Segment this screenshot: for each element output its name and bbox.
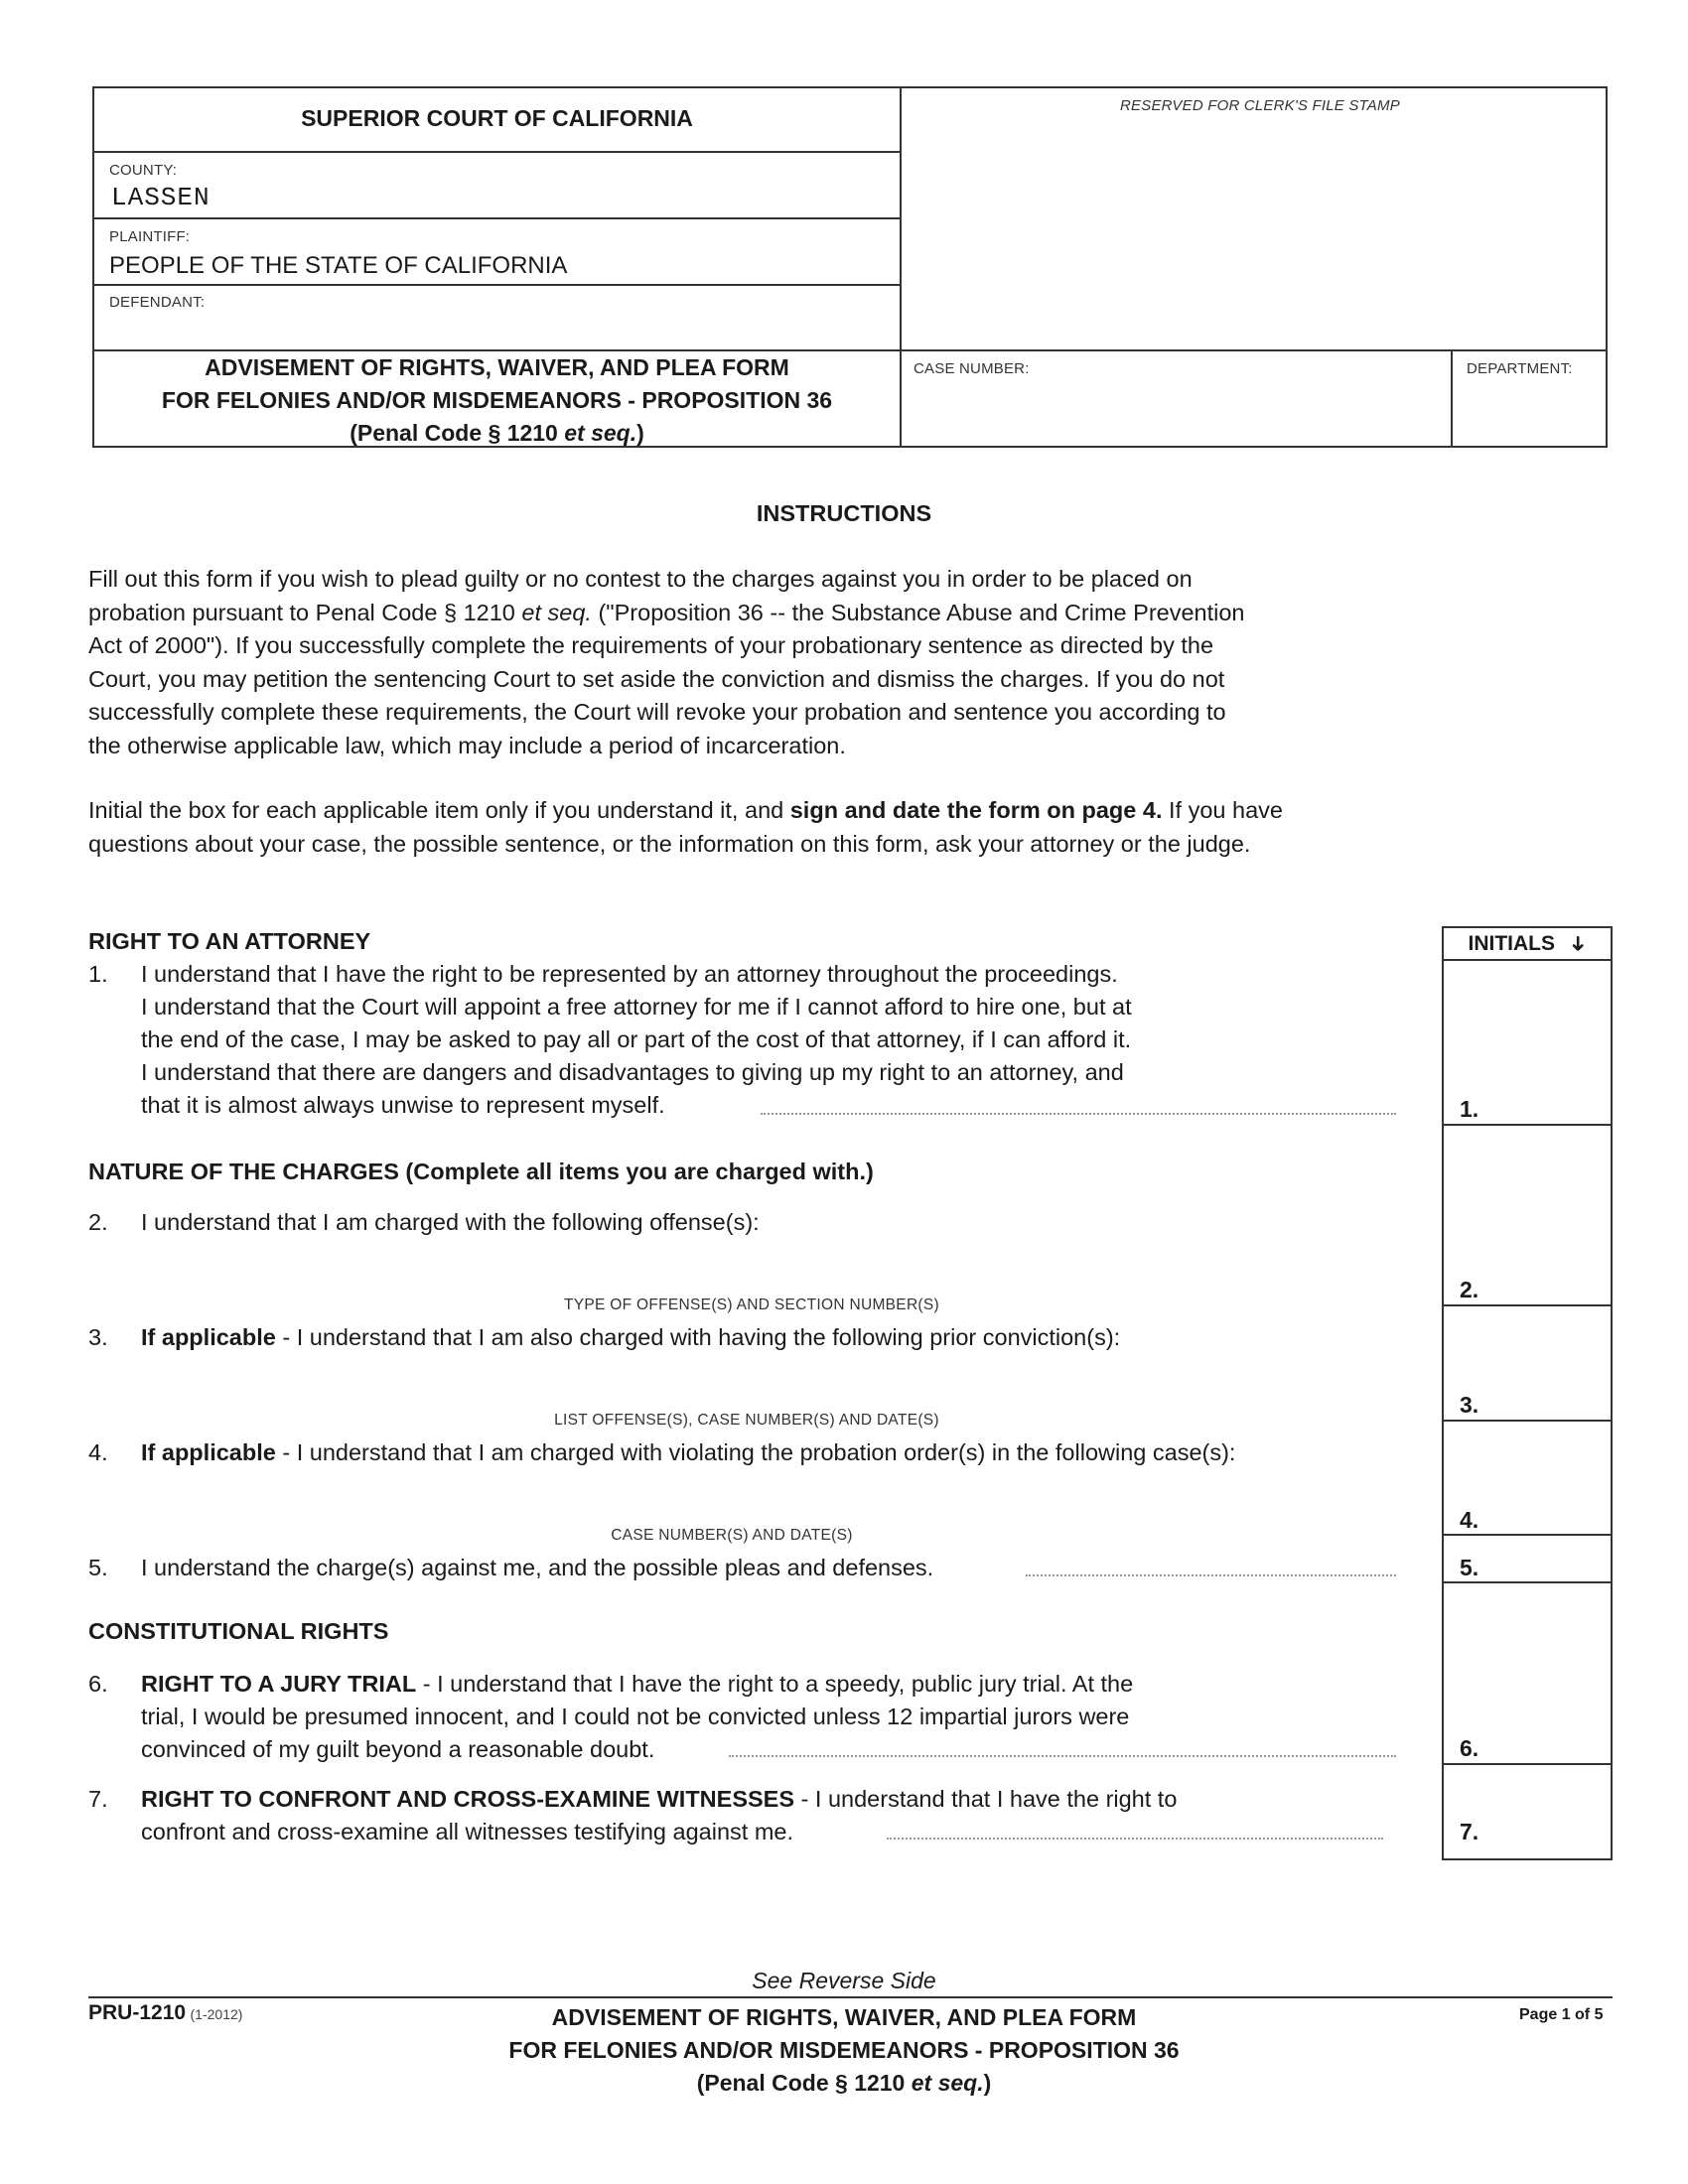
item-1-text: I understand that I have the right to be represented by an attorney throughout the proceedings. I understand that the Court will appoint a free attorney for me if I cannot afford to hire one, but at the end of the case, I may be asked to pay all or part of the cost of that attorney, if I can afford it. I understand that there are dangers and disadvantages to giving up my right to an attorney, and that it is almost always unwise to represent myself. [141, 961, 1132, 1118]
probation-case-field[interactable] [141, 1475, 1382, 1525]
prior-conviction-field-label: LIST OFFENSE(S), CASE NUMBER(S) AND DATE(S) [554, 1412, 939, 1429]
item-7-number: 7. [88, 1786, 108, 1812]
prior-conviction-field[interactable] [141, 1360, 1382, 1410]
department-label: DEPARTMENT: [1467, 360, 1573, 377]
item-3-text: If applicable - I understand that I am also charged with having the following prior conviction(s): [141, 1324, 1121, 1350]
instructions-heading: INSTRUCTIONS [756, 500, 932, 526]
item-4-number: 4. [88, 1439, 108, 1465]
instructions-paragraph-2: Initial the box for each applicable item only if you understand it, and sign and date the form on page 4. If you have questions about your case, the possible sentence, or the information on this form, ask your attorney or the judge. [88, 797, 1283, 857]
item-5-leader [1026, 1574, 1396, 1576]
section-nature-of-charges: NATURE OF THE CHARGES (Complete all items you are charged with.) [88, 1159, 874, 1184]
form-id: PRU-1210 (1-2012) [88, 2001, 243, 2024]
form-title [94, 351, 900, 450]
item-7-leader [887, 1838, 1383, 1840]
case-number-label: CASE NUMBER: [914, 360, 1030, 377]
section-constitutional-rights: CONSTITUTIONAL RIGHTS [88, 1618, 389, 1644]
initials-box-6-label: 6. [1460, 1735, 1479, 1761]
item-1-number: 1. [88, 961, 108, 987]
initials-box-3-label: 3. [1460, 1392, 1479, 1418]
instructions-paragraph-1: Fill out this form if you wish to plead guilty or no contest to the charges against you in order to be placed on probation pursuant to Penal Code § 1210 et seq. ("Proposition 36 -- the Substance Abuse and Crime Prevention Act of 2000"). If you successfully complete the requirements of your probationary sentence as directed by the Court, you may petition the sentencing Court to set aside the conviction and dismiss the charges. If you do not successfully complete these requirements, the Court will revoke your probation and sentence you according to the otherwise applicable law, which may include a period of incarceration. [88, 566, 1245, 758]
department-field[interactable] [1460, 387, 1599, 437]
item-2-number: 2. [88, 1209, 108, 1235]
county-label: COUNTY: [109, 162, 178, 179]
footer-title: ADVISEMENT OF RIGHTS, WAIVER, AND PLEA FORM FOR FELONIES AND/OR MISDEMEANORS - PROPOSITION 36 (Penal Code § 1210 et seq.) [508, 2004, 1180, 2096]
offense-field-label: TYPE OF OFFENSE(S) AND SECTION NUMBER(S) [564, 1297, 939, 1313]
initials-box-5-label: 5. [1460, 1555, 1479, 1580]
defendant-label: DEFENDANT: [109, 294, 206, 311]
offense-field[interactable] [141, 1246, 1382, 1294]
initials-box-2-label: 2. [1460, 1277, 1479, 1302]
form-title-line-3: (Penal Code § 1210 et seq.) [350, 420, 644, 446]
county-field[interactable]: LASSEN [111, 183, 211, 212]
item-1-leader [761, 1113, 1396, 1115]
defendant-field[interactable] [109, 316, 884, 345]
arrow-down-icon: ➜ [1566, 934, 1590, 953]
page-number: Page 1 of 5 [1519, 2006, 1604, 2023]
initials-box-4-label: 4. [1460, 1507, 1479, 1533]
item-5-number: 5. [88, 1555, 108, 1580]
item-5-text: I understand the charge(s) against me, and the possible pleas and defenses. [141, 1555, 934, 1580]
initials-box-7[interactable] [1442, 1763, 1613, 1860]
case-number-field[interactable] [914, 387, 1440, 437]
clerk-stamp-label: RESERVED FOR CLERK'S FILE STAMP [1120, 97, 1400, 114]
plaintiff-field[interactable]: PEOPLE OF THE STATE OF CALIFORNIA [109, 252, 568, 279]
item-2-text: I understand that I am charged with the following offense(s): [141, 1209, 760, 1235]
see-reverse-side: See Reverse Side [752, 1968, 936, 1993]
form-title-line-1: ADVISEMENT OF RIGHTS, WAIVER, AND PLEA FORM [205, 354, 789, 380]
court-name: SUPERIOR COURT OF CALIFORNIA [301, 105, 693, 131]
plaintiff-label: PLAINTIFF: [109, 228, 191, 245]
item-4-text: If applicable - I understand that I am charged with violating the probation order(s) in the following case(s): [141, 1439, 1236, 1465]
section-right-to-attorney: RIGHT TO AN ATTORNEY [88, 928, 371, 954]
item-6-number: 6. [88, 1671, 108, 1697]
initials-box-7-label: 7. [1460, 1819, 1479, 1844]
form-title-line-2: FOR FELONIES AND/OR MISDEMEANORS - PROPOSITION 36 [161, 387, 833, 413]
item-7-text: RIGHT TO CONFRONT AND CROSS-EXAMINE WITNESSES - I understand that I have the right to confront and cross-examine all witnesses testifying against me. [141, 1786, 1178, 1844]
item-6-text: RIGHT TO A JURY TRIAL - I understand that I have the right to a speedy, public jury trial. At the trial, I would be presumed innocent, and I could not be convicted unless 12 impartial jurors were convinced of my guilt beyond a reasonable doubt. [141, 1671, 1134, 1762]
probation-case-field-label: CASE NUMBER(S) AND DATE(S) [611, 1527, 853, 1544]
initials-box-1-label: 1. [1460, 1096, 1479, 1122]
item-3-number: 3. [88, 1324, 108, 1350]
footer-rule [88, 1996, 1613, 1998]
initials-header-label: INITIALS ➜ [1468, 932, 1590, 955]
item-6-leader [729, 1755, 1396, 1757]
